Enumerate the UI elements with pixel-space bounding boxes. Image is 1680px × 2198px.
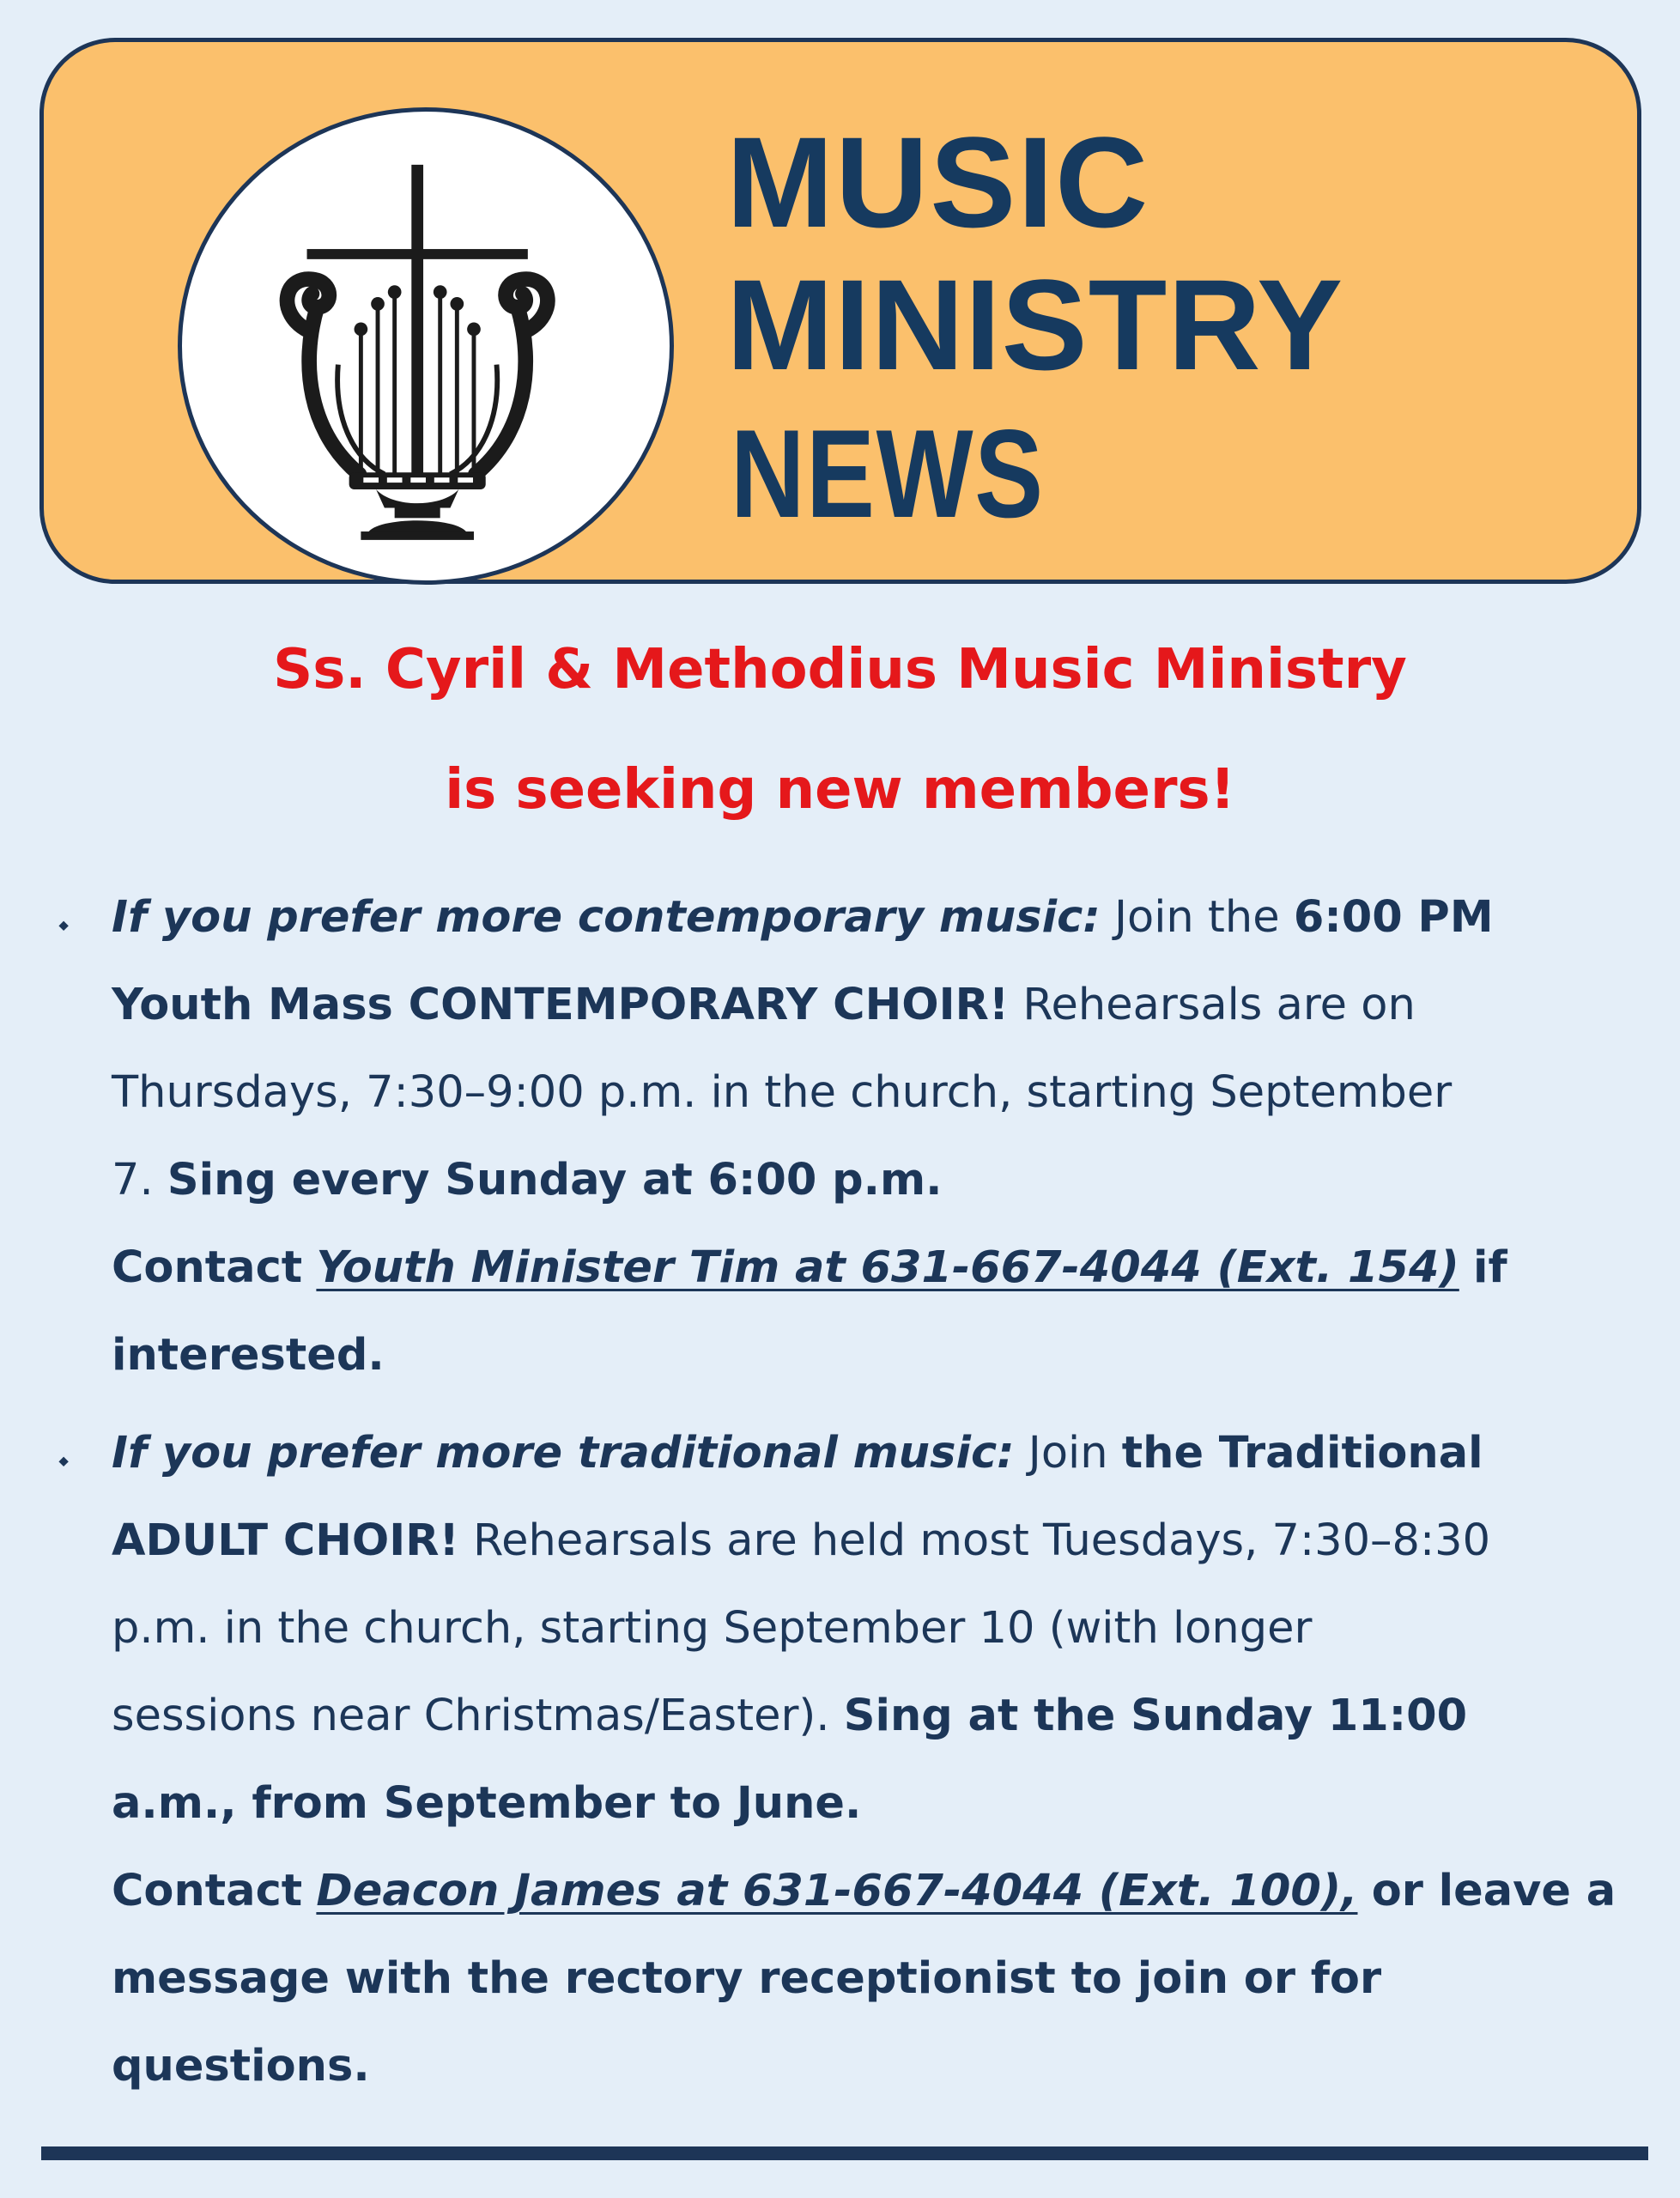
contemporary-rehearsal-2: Thursdays, 7:30–9:00 p.m. in the church, starting September [112,1067,1453,1118]
contemporary-contact-end-2: interested. [112,1330,385,1381]
traditional-contact-end-1: or leave a [1371,1866,1616,1916]
traditional-sing-2: a.m., from September to June. [112,1778,862,1829]
text-line [112,1137,1622,1224]
traditional-choir-name-1: the Traditional [1121,1428,1483,1478]
text-line [112,1848,1622,1935]
traditional-sing-1: Sing at the Sunday 11:00 [843,1691,1468,1741]
contemporary-choir-item [112,874,1622,1400]
masthead-title-news: NEWS [731,404,1045,543]
contemporary-contact-label: Contact [112,1242,303,1293]
text-line [112,1497,1622,1585]
text-line [112,874,1622,962]
traditional-contact-end-2: message with the rectory receptionist to join or for [112,1953,1382,2004]
contemporary-choir-name: Youth Mass CONTEMPORARY CHOIR! [112,980,1010,1030]
logo-badge [178,107,674,585]
contact-link-deacon[interactable]: Deacon James at 631-667-4044 (Ext. 100), [316,1866,1358,1916]
text-line [112,1224,1622,1312]
headline-parish: Ss. Cyril & Methodius Music Ministry [273,638,1407,701]
masthead-title-music: MUSIC [726,110,1150,254]
masthead-banner [39,38,1641,584]
contact-link-youth-minister[interactable]: Youth Minister Tim at 631-667-4044 (Ext. 154) [316,1242,1459,1293]
text-line [112,1673,1622,1760]
traditional-contact-end-3: questions. [112,2041,370,2092]
bullet-icon: ⬩ [58,1444,70,1477]
traditional-rehearsal-1: Rehearsals are held most Tuesdays, 7:30–8:30 [473,1515,1491,1566]
traditional-lead: If you prefer more traditional music: [112,1428,1015,1478]
contemporary-sing: Sing every Sunday at 6:00 p.m. [167,1155,943,1205]
headline-seeking: is seeking new members! [445,758,1235,822]
traditional-choir-name-2: ADULT CHOIR! [112,1515,459,1566]
lyre-cross-icon [182,112,670,580]
text-line [112,962,1622,1049]
bottom-divider [41,2146,1648,2160]
text-line [112,1410,1622,1497]
contemporary-lead: If you prefer more contemporary music: [112,892,1101,943]
contemporary-rehearsal-3: 7. [112,1155,154,1205]
contemporary-contact-end-1: if [1473,1242,1507,1293]
traditional-contact-label: Contact [112,1866,303,1916]
traditional-join: Join [1028,1428,1108,1478]
traditional-choir-item [112,1410,1622,2110]
contemporary-join: Join the [1113,892,1280,943]
contemporary-rehearsal-1: Rehearsals are on [1022,980,1416,1030]
masthead-title-ministry: MINISTRY [726,252,1344,397]
traditional-rehearsal-3: sessions near Christmas/Easter). [112,1691,830,1741]
contemporary-time: 6:00 PM [1293,892,1494,943]
traditional-rehearsal-2: p.m. in the church, starting September 10 (with longer [112,1603,1313,1654]
bullet-icon: ⬩ [58,908,70,941]
